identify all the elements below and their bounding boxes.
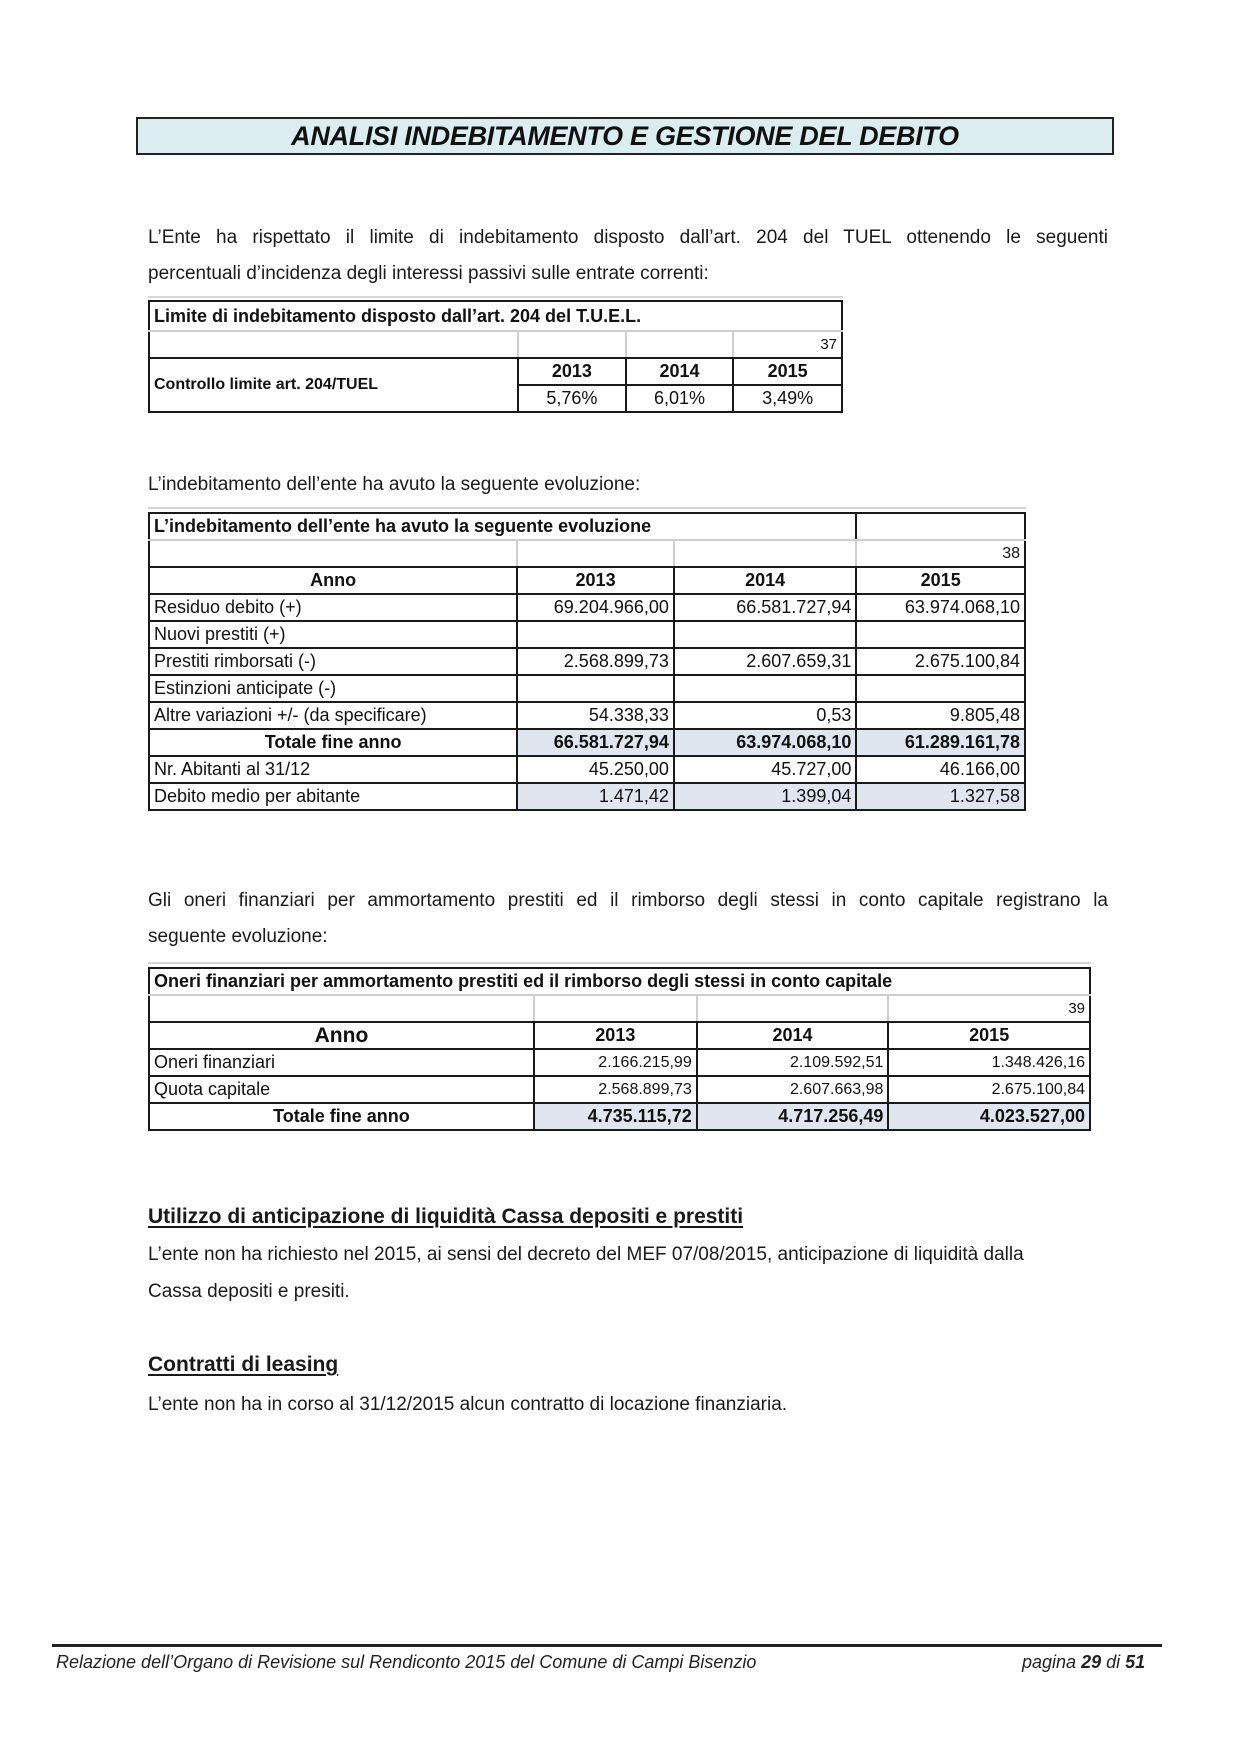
table-row	[149, 675, 1025, 702]
debt-header-2014: 2014	[674, 567, 856, 594]
leasing-heading: Contratti di leasing	[148, 1353, 339, 1376]
anticipazione-line-1: L’ente non ha richiesto nel 2015, ai sensi del decreto del MEF 07/08/2015, anticipazione di liquidità dalla	[148, 1244, 1024, 1265]
debt-evolution-table	[148, 512, 1026, 811]
table-row	[149, 648, 1025, 675]
page-prefix: pagina	[1022, 1652, 1077, 1672]
cell-value	[517, 621, 674, 648]
cell-value: 2.568.899,73	[517, 648, 674, 675]
row-label: Totale fine anno	[149, 1103, 534, 1130]
row-label: Prestiti rimborsati (-)	[149, 648, 517, 675]
debt-table-title: L’indebitamento dell’ente ha avuto la seguente evoluzione	[149, 513, 856, 540]
row-label: Oneri finanziari	[149, 1049, 534, 1076]
total-value: 4.735.115,72	[534, 1103, 697, 1130]
page-title-box	[136, 117, 1114, 155]
cell-value	[856, 621, 1025, 648]
page-separator: di	[1106, 1652, 1121, 1672]
cell-value	[674, 675, 856, 702]
oneri-header-2014: 2014	[697, 1022, 889, 1049]
limit-value-2013: 5,76%	[518, 385, 626, 412]
limit-year-2013: 2013	[518, 358, 626, 385]
total-value: 63.974.068,10	[674, 729, 856, 756]
oneri-header-2013: 2013	[534, 1022, 697, 1049]
oneri-header-anno: Anno	[149, 1022, 534, 1049]
cell-value: 45.727,00	[674, 756, 856, 783]
row-label: Nr. Abitanti al 31/12	[149, 756, 517, 783]
table-row	[149, 1076, 1090, 1103]
cell-value: 2.607.659,31	[674, 648, 856, 675]
cell-value: 69.204.966,00	[517, 594, 674, 621]
table-row	[149, 621, 1025, 648]
cell-value: 63.974.068,10	[856, 594, 1025, 621]
cell-value: 54.338,33	[517, 702, 674, 729]
limit-value-2014: 6,01%	[626, 385, 734, 412]
footer-document-title: Relazione dell’Organo di Revisione sul Rendiconto 2015 del Comune di Campi Bisenzio	[56, 1652, 757, 1672]
debt-header-row	[149, 567, 1025, 594]
row-label: Debito medio per abitante	[149, 783, 517, 810]
limit-table	[148, 300, 843, 413]
anticipazione-line-2: Cassa depositi e presiti.	[148, 1281, 350, 1302]
table-row	[149, 756, 1025, 783]
cell-value: 66.581.727,94	[674, 594, 856, 621]
cell-value: 2.607.663,98	[697, 1076, 889, 1103]
row-label: Altre variazioni +/- (da specificare)	[149, 702, 517, 729]
total-value: 4.023.527,00	[888, 1103, 1090, 1130]
row-label: Residuo debito (+)	[149, 594, 517, 621]
cell-value: 1.471,42	[517, 783, 674, 810]
row-label: Nuovi prestiti (+)	[149, 621, 517, 648]
evolution-paragraph: L’indebitamento dell’ente ha avuto la seguente evoluzione:	[148, 474, 641, 495]
anticipazione-heading: Utilizzo di anticipazione di liquidità Cassa depositi e prestiti	[148, 1205, 744, 1228]
cell-value	[517, 675, 674, 702]
cell-value: 1.327,58	[856, 783, 1025, 810]
oneri-line-2: seguente evoluzione:	[148, 926, 328, 947]
debt-header-2013: 2013	[517, 567, 674, 594]
limit-year-2014: 2014	[626, 358, 734, 385]
page-current: 29	[1081, 1652, 1102, 1672]
leasing-text: L’ente non ha in corso al 31/12/2015 alcun contratto di locazione finanziaria.	[148, 1394, 788, 1415]
total-value: 4.717.256,49	[697, 1103, 889, 1130]
row-label: Quota capitale	[149, 1076, 534, 1103]
cell-value: 46.166,00	[856, 756, 1025, 783]
cell-value: 2.166.215,99	[534, 1049, 697, 1076]
row-label: Estinzioni anticipate (-)	[149, 675, 517, 702]
cell-value: 2.109.592,51	[697, 1049, 889, 1076]
cell-value: 0,53	[674, 702, 856, 729]
cell-value	[856, 675, 1025, 702]
limit-value-2015: 3,49%	[733, 385, 842, 412]
oneri-header-row	[149, 1022, 1090, 1049]
table-row	[149, 783, 1025, 810]
cell-value: 1.399,04	[674, 783, 856, 810]
footer-page-number	[1022, 1652, 1145, 1673]
total-row	[149, 729, 1025, 756]
limit-table-title: Limite di indebitamento disposto dall’art. 204 del T.U.E.L.	[149, 301, 842, 331]
oneri-header-2015: 2015	[888, 1022, 1090, 1049]
table-row	[149, 702, 1025, 729]
oneri-table-title: Oneri finanziari per ammortamento prestiti ed il rimborso degli stessi in conto capitale	[149, 968, 1090, 995]
page-title: ANALISI INDEBITAMENTO E GESTIONE DEL DEBITO	[291, 120, 959, 151]
limit-year-2015: 2015	[733, 358, 842, 385]
limit-row-label: Controllo limite art. 204/TUEL	[149, 358, 518, 412]
debt-header-anno: Anno	[149, 567, 517, 594]
footer-divider	[52, 1644, 1162, 1647]
intro-line-2: percentuali d’incidenza degli interessi passivi sulle entrate correnti:	[148, 263, 709, 284]
cell-value: 2.675.100,84	[856, 648, 1025, 675]
table-row	[149, 594, 1025, 621]
table-row	[149, 1049, 1090, 1076]
row-label: Totale fine anno	[149, 729, 517, 756]
cell-value: 1.348.426,16	[888, 1049, 1090, 1076]
total-row	[149, 1103, 1090, 1130]
intro-line-1: L’Ente ha rispettato il limite di indebitamento disposto dall’art. 204 del TUEL ottenendo le seguenti	[148, 227, 1108, 248]
debt-header-2015: 2015	[856, 567, 1025, 594]
oneri-table-ref: 39	[888, 995, 1090, 1022]
limit-table-ref: 37	[733, 331, 842, 358]
oneri-table	[148, 967, 1091, 1131]
cell-value	[674, 621, 856, 648]
oneri-line-1: Gli oneri finanziari per ammortamento prestiti ed il rimborso degli stessi in conto capitale registrano la	[148, 890, 1108, 911]
total-value: 61.289.161,78	[856, 729, 1025, 756]
page-total: 51	[1125, 1652, 1146, 1672]
cell-value: 45.250,00	[517, 756, 674, 783]
debt-table-ref: 38	[856, 540, 1025, 567]
total-value: 66.581.727,94	[517, 729, 674, 756]
cell-value: 2.568.899,73	[534, 1076, 697, 1103]
cell-value: 9.805,48	[856, 702, 1025, 729]
cell-value: 2.675.100,84	[888, 1076, 1090, 1103]
